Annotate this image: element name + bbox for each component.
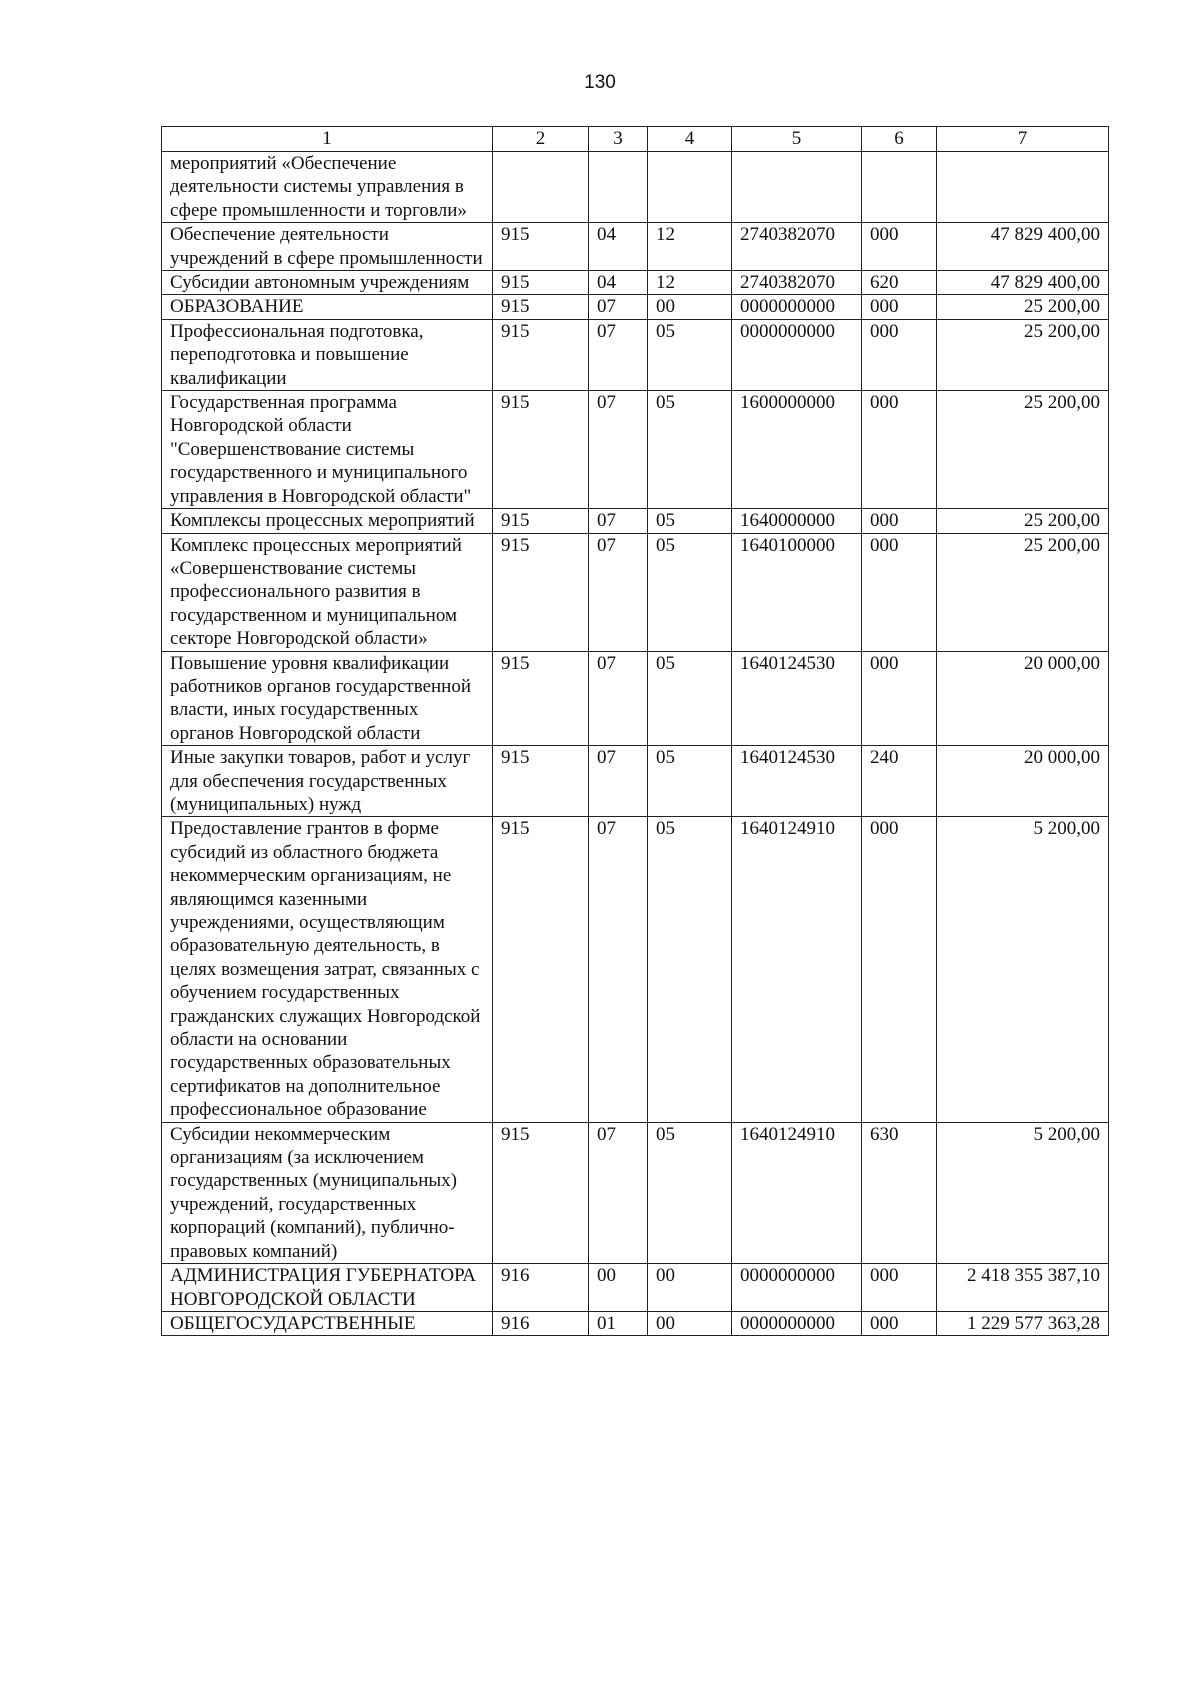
- cell-amount: 20 000,00: [937, 746, 1109, 817]
- cell-expense-type: 000: [862, 651, 937, 746]
- cell-section: 07: [589, 651, 648, 746]
- cell-subsection: 05: [648, 1122, 732, 1263]
- cell-section: 04: [589, 271, 648, 295]
- cell-target-article: 1600000000: [732, 391, 862, 509]
- page-number: 130: [584, 72, 616, 93]
- row-name: Обеспечение деятельности учреждений в сфере промышленности: [162, 223, 493, 271]
- cell-section: 07: [589, 817, 648, 1122]
- cell-subsection: 05: [648, 319, 732, 390]
- cell-amount: [937, 152, 1109, 223]
- cell-target-article: 2740382070: [732, 271, 862, 295]
- cell-expense-type: 000: [862, 533, 937, 651]
- cell-target-article: 0000000000: [732, 1311, 862, 1335]
- row-name: ОБРАЗОВАНИЕ: [162, 295, 493, 319]
- column-header: 6: [862, 127, 937, 152]
- cell-amount: 25 200,00: [937, 509, 1109, 533]
- cell-subsection: [648, 152, 732, 223]
- cell-section: 00: [589, 1264, 648, 1312]
- cell-amount: 5 200,00: [937, 817, 1109, 1122]
- cell-subsection: 05: [648, 391, 732, 509]
- cell-expense-type: 000: [862, 391, 937, 509]
- cell-target-article: 0000000000: [732, 295, 862, 319]
- cell-expense-type: 000: [862, 1264, 937, 1312]
- cell-ministry: 915: [493, 817, 589, 1122]
- cell-target-article: 1640000000: [732, 509, 862, 533]
- column-header: 2: [493, 127, 589, 152]
- cell-amount: 47 829 400,00: [937, 271, 1109, 295]
- cell-target-article: 1640124530: [732, 746, 862, 817]
- cell-amount: 25 200,00: [937, 295, 1109, 319]
- column-header: 5: [732, 127, 862, 152]
- row-name: Профессиональная подготовка, переподготовка и повышение квалификации: [162, 319, 493, 390]
- cell-section: 01: [589, 1311, 648, 1335]
- cell-section: 07: [589, 1122, 648, 1263]
- row-name: АДМИНИСТРАЦИЯ ГУБЕРНАТОРА НОВГОРОДСКОЙ ОБЛАСТИ: [162, 1264, 493, 1312]
- cell-expense-type: 000: [862, 319, 937, 390]
- cell-subsection: 00: [648, 295, 732, 319]
- cell-target-article: 0000000000: [732, 1264, 862, 1312]
- cell-section: 07: [589, 391, 648, 509]
- cell-expense-type: 000: [862, 223, 937, 271]
- budget-table: [161, 126, 1109, 1336]
- table-row: [162, 271, 1109, 295]
- cell-ministry: 916: [493, 1264, 589, 1312]
- column-header: 4: [648, 127, 732, 152]
- cell-target-article: 1640100000: [732, 533, 862, 651]
- table-row: [162, 651, 1109, 746]
- cell-amount: 2 418 355 387,10: [937, 1264, 1109, 1312]
- cell-expense-type: 630: [862, 1122, 937, 1263]
- cell-subsection: 00: [648, 1311, 732, 1335]
- cell-target-article: 1640124910: [732, 817, 862, 1122]
- cell-section: [589, 152, 648, 223]
- table-row: [162, 223, 1109, 271]
- cell-subsection: 12: [648, 223, 732, 271]
- cell-amount: 47 829 400,00: [937, 223, 1109, 271]
- cell-expense-type: 000: [862, 817, 937, 1122]
- row-name: Государственная программа Новгородской области "Совершенствование системы государственного и муниципального управления в Новгородской области": [162, 391, 493, 509]
- table-row: [162, 152, 1109, 223]
- table-row: [162, 817, 1109, 1122]
- table-row: [162, 319, 1109, 390]
- table-row: [162, 1122, 1109, 1263]
- cell-section: 04: [589, 223, 648, 271]
- cell-section: 07: [589, 533, 648, 651]
- table-row: [162, 295, 1109, 319]
- cell-subsection: 05: [648, 533, 732, 651]
- cell-target-article: 1640124910: [732, 1122, 862, 1263]
- cell-ministry: 915: [493, 223, 589, 271]
- table-row: [162, 509, 1109, 533]
- cell-target-article: 0000000000: [732, 319, 862, 390]
- cell-expense-type: [862, 152, 937, 223]
- table-row: [162, 391, 1109, 509]
- cell-amount: 25 200,00: [937, 319, 1109, 390]
- row-name: Иные закупки товаров, работ и услуг для обеспечения государственных (муниципальных) нужд: [162, 746, 493, 817]
- cell-ministry: 915: [493, 295, 589, 319]
- cell-ministry: 915: [493, 271, 589, 295]
- column-header: 1: [162, 127, 493, 152]
- cell-section: 07: [589, 319, 648, 390]
- row-name: мероприятий «Обеспечение деятельности системы управления в сфере промышленности и торговли»: [162, 152, 493, 223]
- table-row: [162, 1311, 1109, 1335]
- cell-ministry: [493, 152, 589, 223]
- row-name: Субсидии автономным учреждениям: [162, 271, 493, 295]
- cell-section: 07: [589, 295, 648, 319]
- table-row: [162, 1264, 1109, 1312]
- cell-subsection: 05: [648, 746, 732, 817]
- cell-subsection: 05: [648, 651, 732, 746]
- cell-ministry: 915: [493, 533, 589, 651]
- row-name: Субсидии некоммерческим организациям (за исключением государственных (муниципальных) учреждений, государственных корпораций (компаний), публично-правовых компаний): [162, 1122, 493, 1263]
- cell-amount: 20 000,00: [937, 651, 1109, 746]
- cell-subsection: 05: [648, 509, 732, 533]
- cell-section: 07: [589, 746, 648, 817]
- cell-ministry: 915: [493, 391, 589, 509]
- cell-target-article: [732, 152, 862, 223]
- row-name: Повышение уровня квалификации работников органов государственной власти, иных государственных органов Новгородской области: [162, 651, 493, 746]
- cell-ministry: 915: [493, 651, 589, 746]
- row-name: Предоставление грантов в форме субсидий из областного бюджета некоммерческим организациям, не являющимся казенными учреждениями, осуществляющим образовательную деятельность, в целях возмещения затрат, связанных с обучением государственных гражданских служащих Новгородской области на основании государственных образовательных сертификатов на дополнительное профессиональное образование: [162, 817, 493, 1122]
- cell-expense-type: 000: [862, 295, 937, 319]
- cell-subsection: 05: [648, 817, 732, 1122]
- cell-subsection: 12: [648, 271, 732, 295]
- column-header: 7: [937, 127, 1109, 152]
- column-header: 3: [589, 127, 648, 152]
- cell-section: 07: [589, 509, 648, 533]
- table-row: [162, 533, 1109, 651]
- cell-target-article: 2740382070: [732, 223, 862, 271]
- table-row: [162, 746, 1109, 817]
- cell-expense-type: 000: [862, 509, 937, 533]
- row-name: Комплекс процессных мероприятий «Совершенствование системы профессионального развития в государственном и муниципальном секторе Новгородской области»: [162, 533, 493, 651]
- cell-expense-type: 620: [862, 271, 937, 295]
- cell-ministry: 916: [493, 1311, 589, 1335]
- row-name: Комплексы процессных мероприятий: [162, 509, 493, 533]
- table-header-row: [162, 127, 1109, 152]
- cell-amount: 25 200,00: [937, 391, 1109, 509]
- cell-ministry: 915: [493, 319, 589, 390]
- cell-expense-type: 240: [862, 746, 937, 817]
- cell-target-article: 1640124530: [732, 651, 862, 746]
- row-name: ОБЩЕГОСУДАРСТВЕННЫЕ: [162, 1311, 493, 1335]
- cell-ministry: 915: [493, 509, 589, 533]
- cell-ministry: 915: [493, 746, 589, 817]
- cell-amount: 1 229 577 363,28: [937, 1311, 1109, 1335]
- cell-amount: 25 200,00: [937, 533, 1109, 651]
- cell-ministry: 915: [493, 1122, 589, 1263]
- cell-subsection: 00: [648, 1264, 732, 1312]
- cell-amount: 5 200,00: [937, 1122, 1109, 1263]
- cell-expense-type: 000: [862, 1311, 937, 1335]
